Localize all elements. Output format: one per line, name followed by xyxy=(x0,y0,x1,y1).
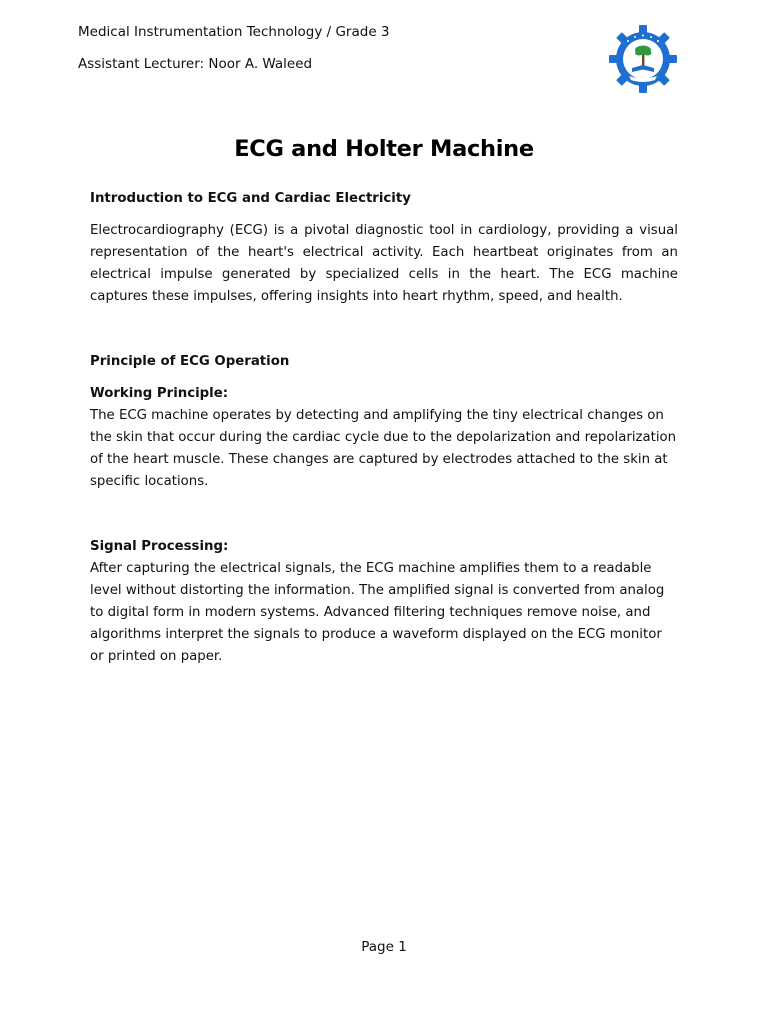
lecturer-header: Assistant Lecturer: Noor A. Waleed xyxy=(78,56,313,72)
intro-heading: Introduction to ECG and Cardiac Electricity xyxy=(90,191,411,206)
principle-heading: Principle of ECG Operation xyxy=(90,354,290,369)
university-seal-icon xyxy=(609,25,677,93)
document-body xyxy=(90,188,678,668)
signal-processing-heading: Signal Processing: xyxy=(90,539,229,554)
page-number: Page 1 xyxy=(361,939,407,955)
course-header: Medical Instrumentation Technology / Grade 3 xyxy=(78,24,390,40)
working-principle-heading: Working Principle: xyxy=(90,386,229,401)
intro-paragraph: Electrocardiography (ECG) is a pivotal diagnostic tool in cardiology, providing a visual representation of the heart's electrical activity. Each heartbeat originates from an electrical impulse generated by specialized cells in the heart. The ECG machine captures these impulses, offering insights into heart rhythm, speed, and health. xyxy=(90,223,678,304)
document-title: ECG and Holter Machine xyxy=(234,136,534,162)
working-principle-paragraph: The ECG machine operates by detecting and amplifying the tiny electrical changes on the skin that occur during the cardiac cycle due to the depolarization and repolarization of the heart muscle. These changes are captured by electrodes attached to the skin at specific locations. xyxy=(90,408,677,489)
signal-processing-paragraph: After capturing the electrical signals, the ECG machine amplifies them to a readable level without distorting the information. The amplified signal is converted from analog to digital form in modern systems. Advanced filtering techniques remove noise, and algorithms interpret the signals to produce a waveform displayed on the ECG monitor or printed on paper. xyxy=(90,561,665,664)
